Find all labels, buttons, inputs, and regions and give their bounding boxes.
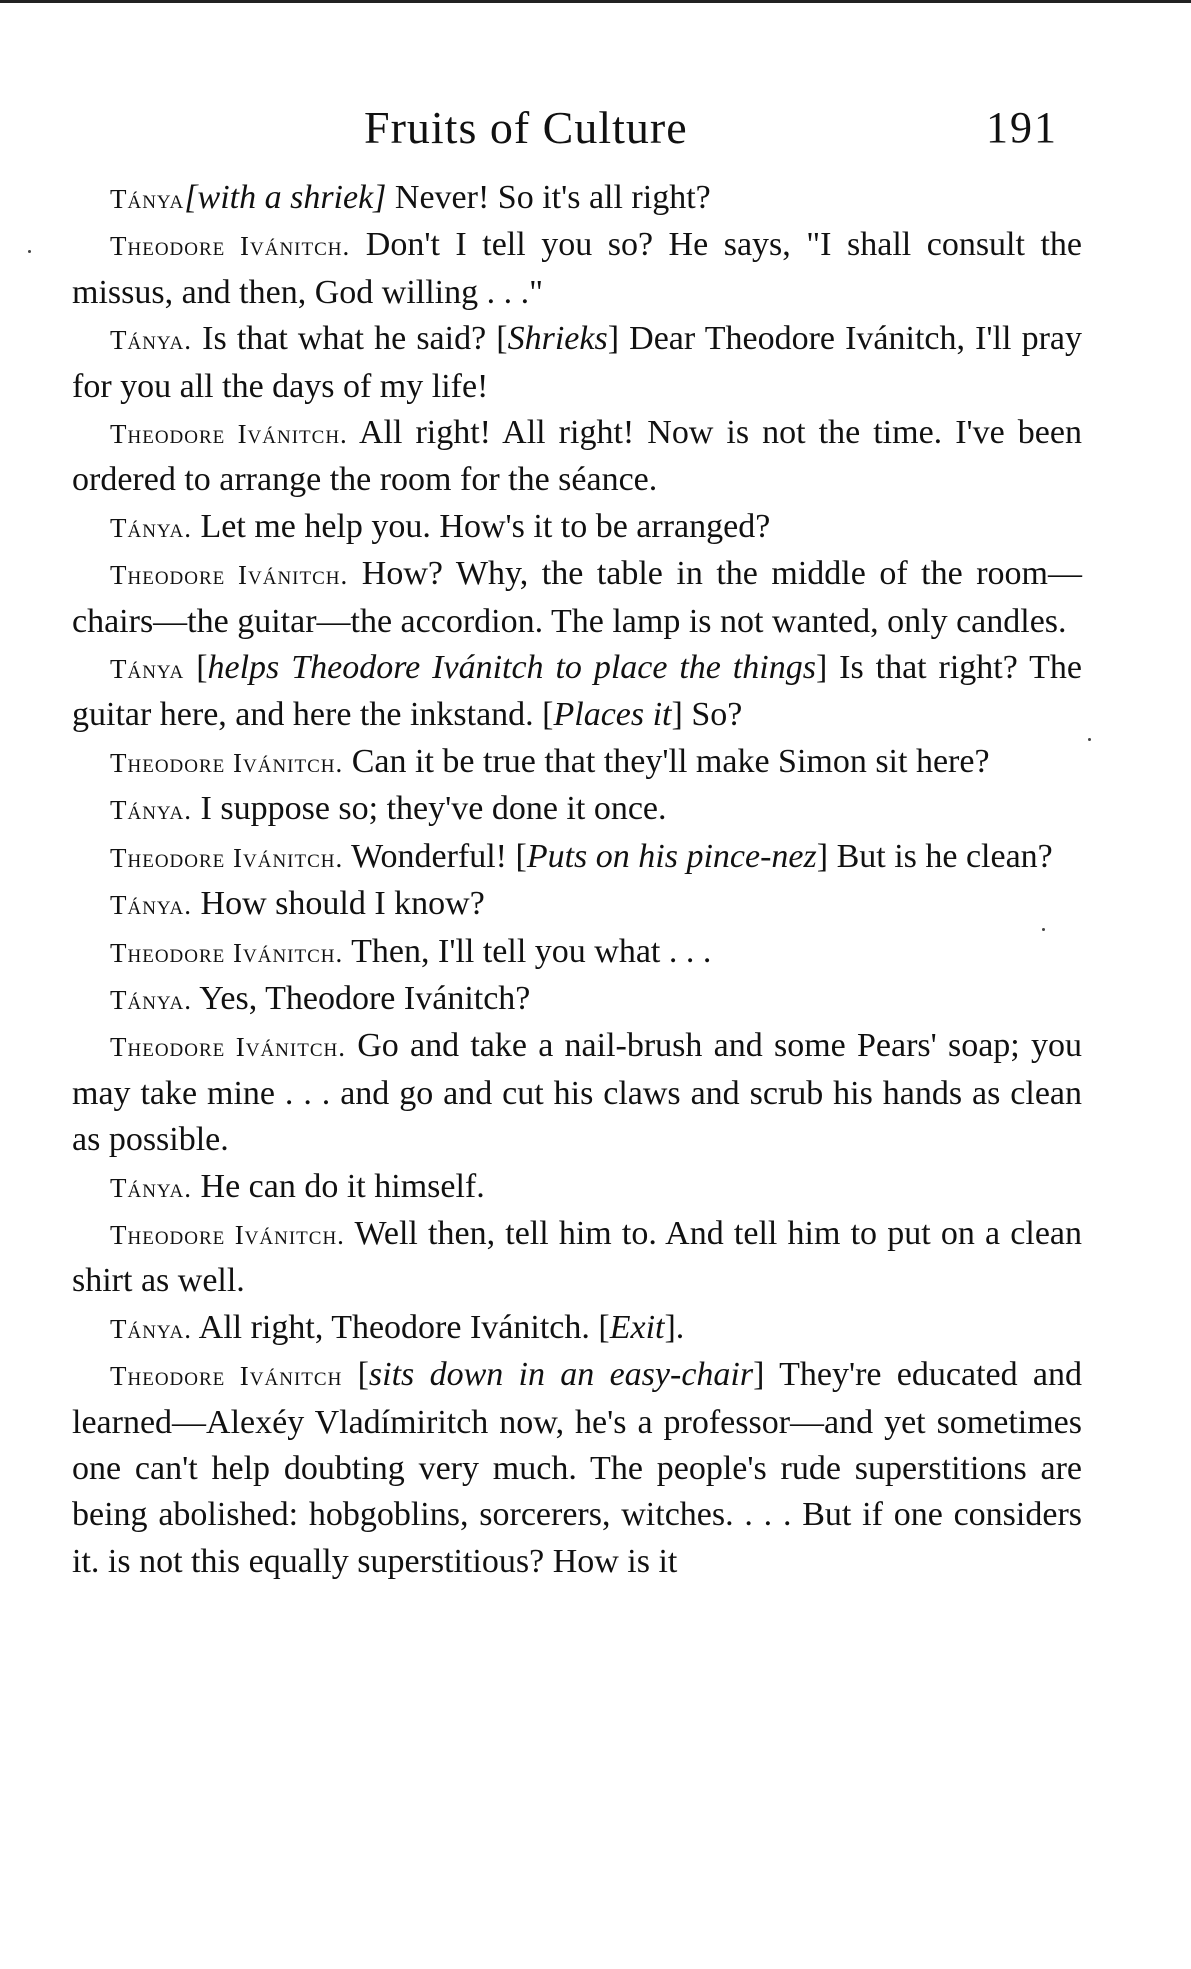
dialogue-text: Can it be true that they'll make Simon sit here? — [343, 742, 990, 780]
speech-paragraph — [72, 410, 1082, 504]
dialogue-text: [ — [184, 649, 208, 687]
speech-paragraph — [72, 222, 1082, 316]
speaker-name: Theodore Ivánitch — [110, 1361, 343, 1392]
speaker-name: Tánya. — [110, 984, 193, 1015]
speaker-name: Theodore Ivánitch. — [110, 937, 344, 968]
speech-paragraph — [72, 739, 1082, 786]
stage-direction: sits down in an easy-chair — [368, 1356, 754, 1394]
dialogue-text: All right! All right! Now is not the time. I've been ordered to arrange the room for the séance. — [72, 414, 1082, 499]
speech-paragraph — [72, 1164, 1082, 1211]
speech-paragraph — [72, 1211, 1082, 1305]
dialogue-text: Don't I tell you so? He says, "I shall consult the missus, and then, God willing . . ." — [72, 226, 1082, 311]
stage-direction: [with a shriek] — [184, 179, 387, 216]
print-speck — [1088, 738, 1091, 741]
speaker-name: Tánya — [110, 654, 185, 685]
dialogue-text: ] So? — [671, 696, 743, 734]
dialogue-text: Well then, tell him to. And tell him to put on a clean shirt as well. — [72, 1214, 1083, 1300]
dialogue-text: Wonderful! [ — [343, 837, 527, 875]
dialogue-text: ] They're educated and learned—Alexéy Vladímiritch now, he's a professor—and yet sometimes one can't help doubting very much. The people's rude superstitions are being abolished: hobgoblins, sorcerers, witches. . . . But if one considers it. is not this equally superstitious? How is it — [72, 1356, 1082, 1580]
speech-paragraph — [72, 1305, 1082, 1352]
speech-paragraph — [72, 645, 1082, 739]
dialogue-text: How? Why, the table in the middle of the room—chairs—the guitar—the accordion. The lamp is not wanted, only candles. — [72, 555, 1082, 640]
speaker-name: Theodore Ivánitch. — [110, 560, 349, 591]
speaker-name: Tánya. — [110, 1313, 193, 1344]
speaker-name: Theodore Ivánitch. — [110, 419, 348, 450]
speaker-name: Theodore Ivánitch. — [110, 1219, 345, 1250]
stage-direction: Shrieks — [507, 320, 608, 358]
speech-paragraph — [72, 551, 1082, 645]
speech-paragraph — [72, 1023, 1082, 1163]
stage-direction: helps Theodore Ivánitch to place the things — [207, 649, 816, 687]
stage-direction: Puts on his pince-nez — [526, 837, 817, 875]
dialogue-text: ] But is he clean? — [816, 837, 1053, 875]
speaker-name: Theodore Ivánitch. — [110, 842, 344, 873]
dialogue-text: ] Is that right? The guitar here, and here the inkstand. [ — [72, 649, 1082, 734]
stage-direction: Places it — [553, 696, 672, 734]
speaker-name: Tánya. — [110, 512, 193, 543]
speech-paragraph — [72, 929, 1082, 976]
dialogue-text: ]. — [664, 1308, 685, 1346]
stage-direction: Exit — [609, 1308, 665, 1346]
dialogue-text: How should I know? — [192, 885, 485, 923]
speaker-name: Tánya. — [110, 325, 193, 356]
dialogue-text: Go and take a nail-brush and some Pears' soap; you may take mine . . . and go and cut his claws and scrub his hands as clean as possible. — [72, 1027, 1082, 1159]
speech-paragraph — [72, 881, 1082, 928]
print-speck — [1042, 928, 1045, 931]
speaker-name: Tánya. — [110, 1172, 193, 1203]
dialogue-text: I suppose so; they've done it once. — [192, 790, 667, 828]
speech-paragraph — [72, 786, 1082, 833]
dialogue-text: Let me help you. How's it to be arranged? — [192, 507, 771, 545]
speech-paragraph — [72, 1352, 1082, 1585]
dialogue-text: ] Dear Theodore Ivánitch, I'll pray for you all the days of my life! — [72, 320, 1082, 405]
dialogue-text: Yes, Theodore Ivánitch? — [192, 979, 531, 1017]
speaker-name: Tánya. — [110, 890, 193, 921]
speech-paragraph — [72, 316, 1082, 410]
dialogue-text: All right, Theodore Ivánitch. [ — [192, 1308, 610, 1346]
speaker-name: Theodore Ivánitch. — [110, 231, 351, 262]
speaker-name: Tánya. — [110, 795, 193, 826]
speaker-name: Theodore Ivánitch. — [110, 747, 344, 778]
play-text — [72, 175, 1082, 1585]
dialogue-text: Is that what he said? [ — [192, 320, 508, 358]
page-header — [0, 98, 1191, 158]
speech-paragraph — [72, 834, 1082, 881]
print-speck — [28, 250, 31, 253]
running-title: Fruits of Culture — [364, 102, 688, 153]
speaker-name: Tánya — [110, 184, 185, 214]
page-number: 191 — [986, 103, 1058, 152]
speaker-name: Theodore Ivánitch. — [110, 1032, 346, 1063]
dialogue-text: [ — [342, 1356, 369, 1394]
dialogue-text: He can do it himself. — [192, 1167, 485, 1205]
speech-paragraph — [72, 976, 1082, 1023]
speech-paragraph — [72, 175, 1082, 222]
dialogue-text: Never! So it's all right? — [386, 179, 711, 216]
dialogue-text: Then, I'll tell you what . . . — [343, 932, 712, 970]
speech-paragraph — [72, 504, 1082, 551]
